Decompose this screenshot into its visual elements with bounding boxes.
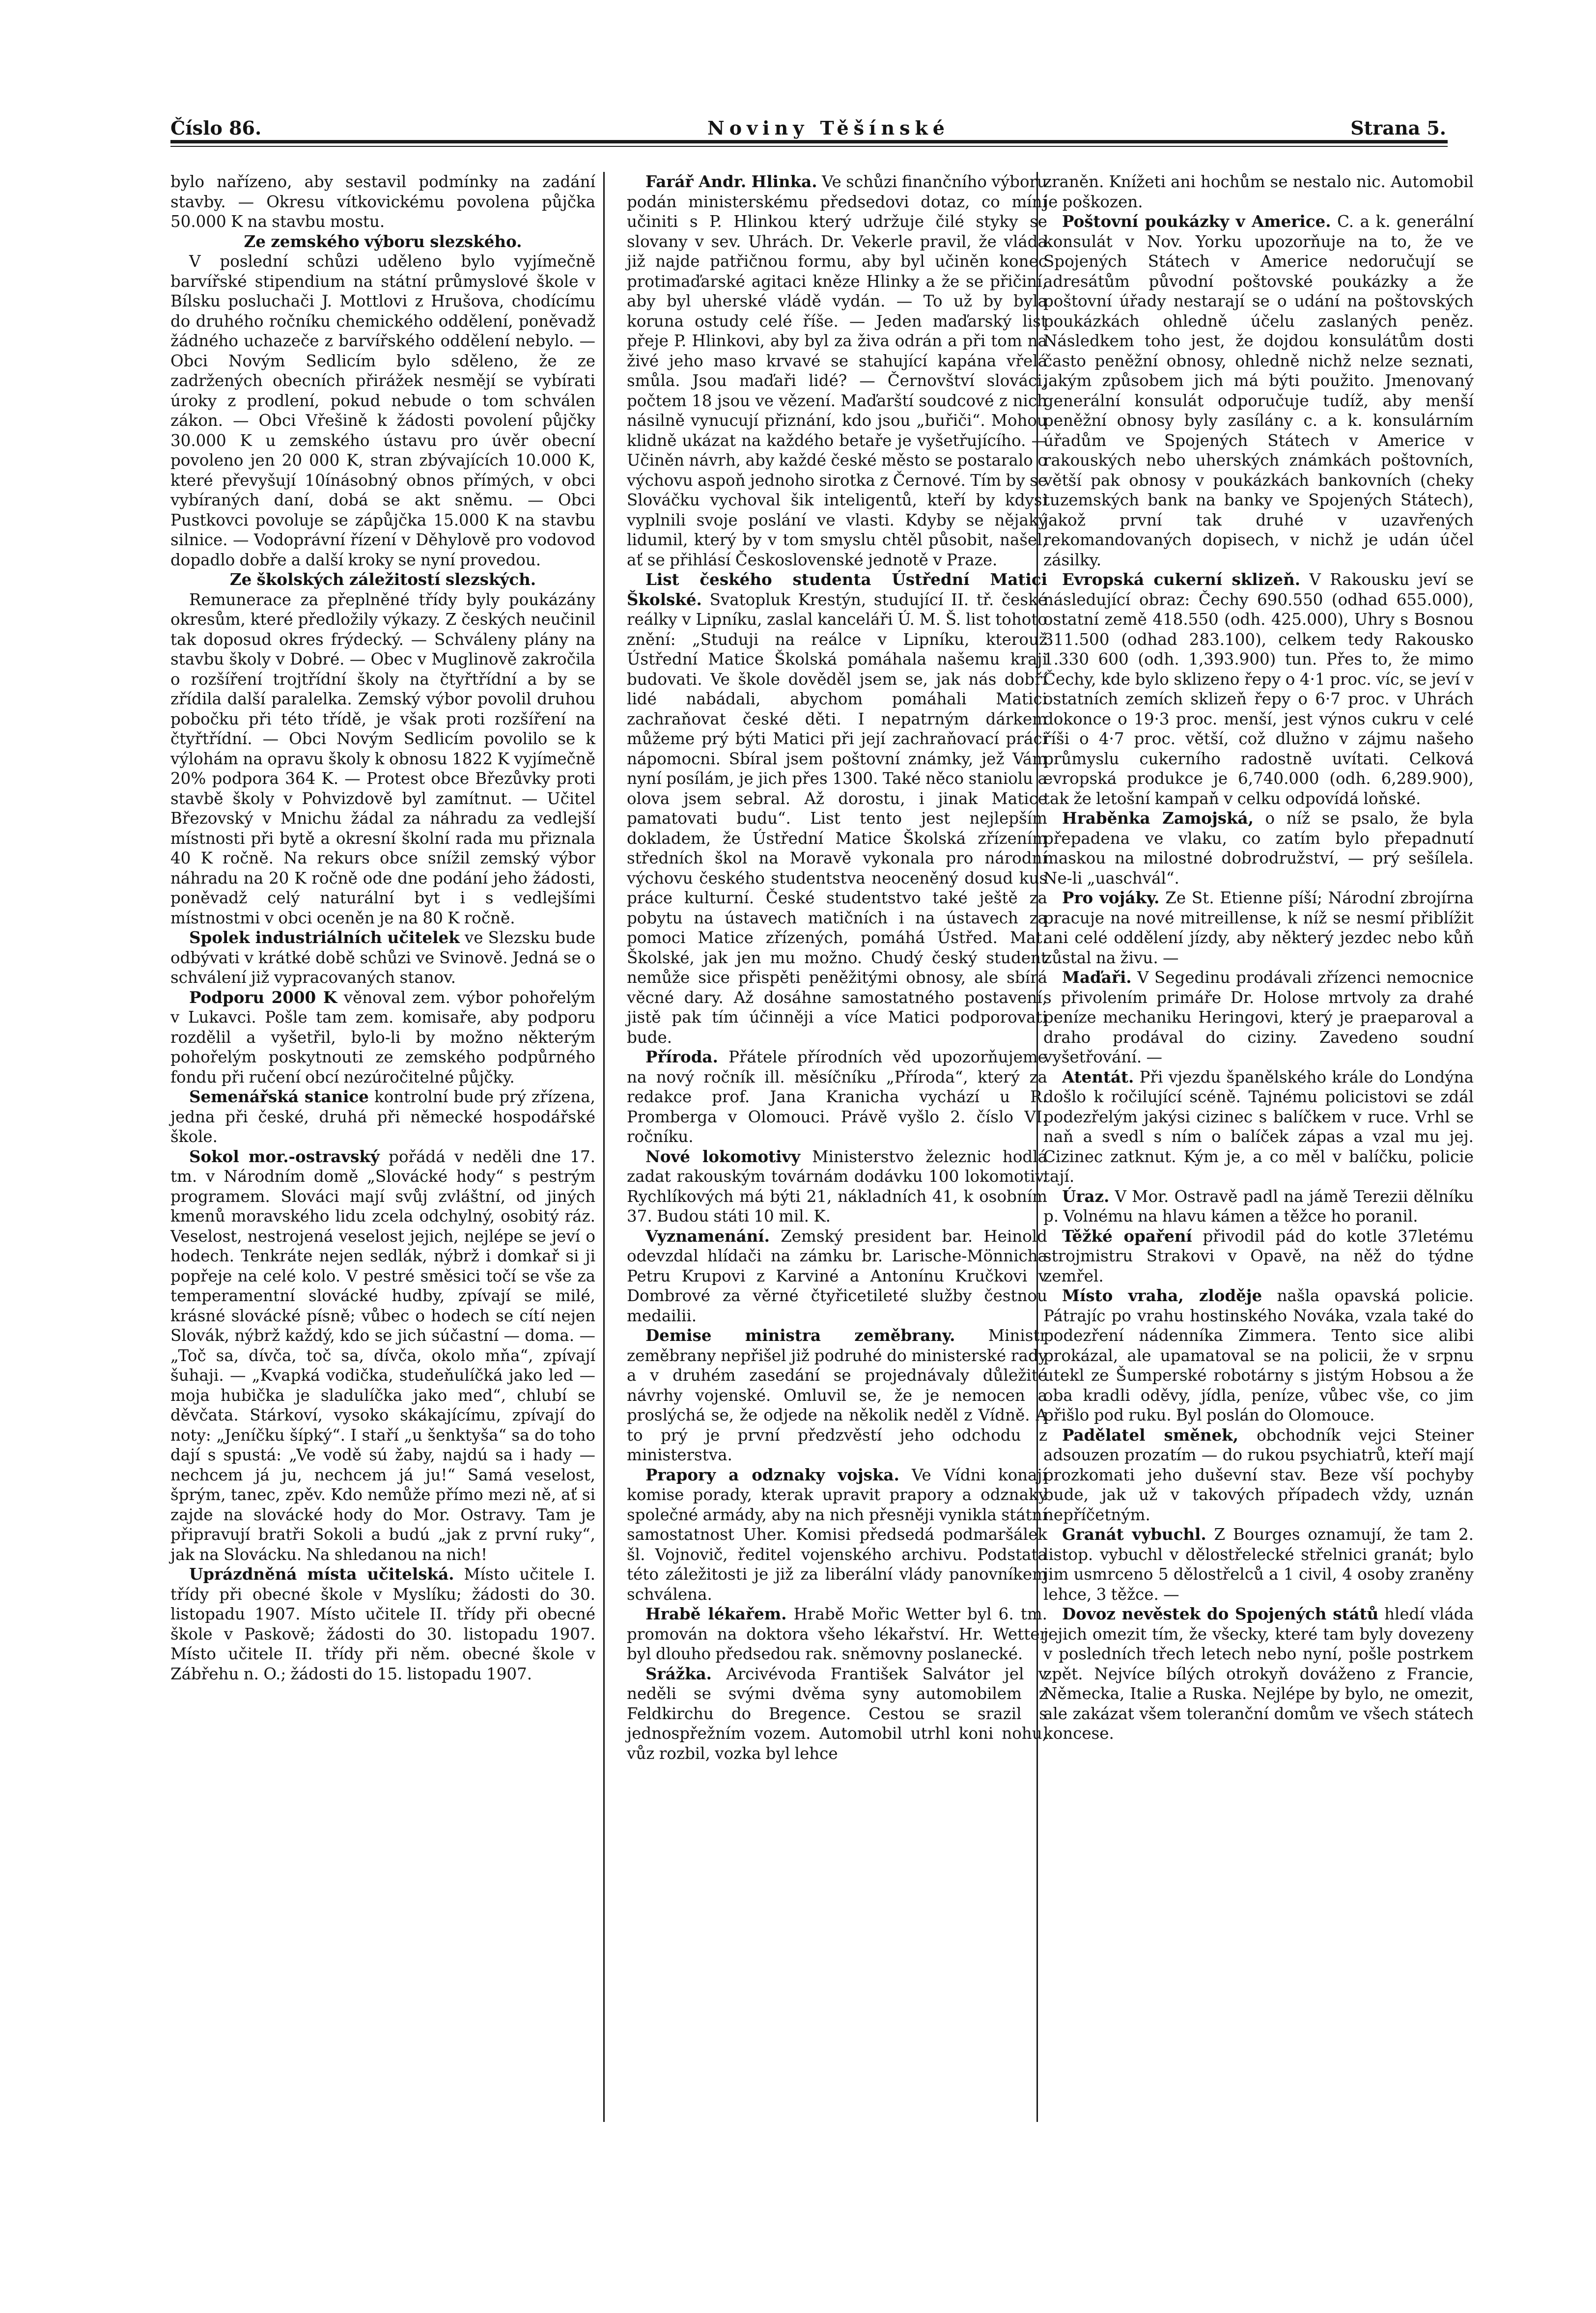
article-heading: Atentát.	[1062, 1067, 1134, 1087]
header-rule-thick	[170, 140, 1448, 143]
article-paragraph	[627, 172, 1047, 570]
article-heading: Maďaři.	[1062, 968, 1132, 987]
article-paragraph	[1043, 1525, 1474, 1604]
article-heading: Padělatel směnek,	[1062, 1425, 1239, 1445]
article-body: obchodník vejci Steiner adsouzen prozatím — do rukou psychiatrů, kteří mají prozkomati jeho duševní stav. Beze vší pochyby bude, jak už v takových případech vždy, uznán nepříčetným.	[1043, 1425, 1474, 1524]
article-heading: Granát vybuchl.	[1062, 1525, 1206, 1544]
article-heading: Nové lokomotivy	[645, 1146, 801, 1166]
article-paragraph	[627, 1664, 1047, 1764]
header-rule-thin	[170, 146, 1448, 147]
article-body: C. a k. generální konsulát v Nov. Yorku upozorňuje na to, že ve Spojených Státech v Americe nedoručují se adresátům původní poštovské poukázky a že poštovní úřady nestarají se o udání na poštovských poukázkách ohledně účelu zaslaných peněz. Následkem toho jest, že dojdou konsulátům dosti často peněžní obnosy, ohledně nichž nelze seznati, jakým způsobem jich má býti použito. Jmenovaný generální konsulát odporučuje tudíž, aby menší peněžní obnosy byly zasílány c. a k. konsulárním úřadům ve Spojených Státech v Americe v rakouských nebo uherských známkách poštovních, větší pak obnosy v poukázkách bankovních (cheky tuzemských bank na banky ve Spojených Státech), jakož první tak druhé v uzavřených rekomandovaných dopisech, v nichž je udán účel zásilky.	[1043, 212, 1474, 569]
article-body: Místo učitele I. třídy při obecné škole v Myslíku; žádosti do 30. listopadu 1907. Místo učitele II. třídy při obecné škole v Paskově; žádosti do 30. listopadu 1907. Místo učitele II. třídy při něm. obecné škole v Zábřehu n. O.; žádosti do 15. listopadu 1907.	[170, 1565, 595, 1683]
article-body: Při vjezdu španělského krále do Londýna došlo k ročilující scéně. Tajnému policistovi se zdál podezřelým jakýsi cizinec s balíčkem v ruce. Vrhl se naň a svedl s ním o balíček zápas a vzal mu jej. Cizinec zatknut. Kým je, a co měl v balíčku, policie tají.	[1043, 1067, 1474, 1186]
article-paragraph	[1043, 1604, 1474, 1744]
article-paragraph	[1043, 1187, 1474, 1226]
article-body: V Segedinu prodávali zřízenci nemocnice s přivolením primáře Dr. Holose mrtvoly za drahé peníze mechaniku Heringovi, který je praeparoval a draho prodával do ciziny. Zavedeno soudní vyšetřování. —	[1043, 968, 1474, 1066]
article-paragraph	[627, 1465, 1047, 1605]
article-heading: Příroda.	[645, 1047, 718, 1066]
article-paragraph	[627, 1226, 1047, 1326]
article-heading: Poštovní poukázky v Americe.	[1062, 212, 1331, 231]
article-paragraph	[1043, 808, 1474, 888]
column-2	[627, 172, 1047, 1763]
column-1	[170, 172, 595, 1684]
article-heading: Podporu 2000 K	[189, 987, 337, 1007]
article-body: přivodil pád do kotle 37letému strojmistru Strakovi v Opavě, na něž do týdne zemřel.	[1043, 1226, 1474, 1285]
article-paragraph	[170, 988, 595, 1087]
article-paragraph	[170, 928, 595, 988]
article-paragraph	[627, 1147, 1047, 1226]
article-heading: Místo vraha, zloděje	[1062, 1286, 1262, 1305]
article-heading: Pro vojáky.	[1062, 888, 1160, 907]
article-body: pořádá v neděli dne 17. tm. v Národním domě „Slovácké hody“ s pestrým programem. Slováci mají svůj zvláštní, od jiných kmenů moravského lidu zcela odchylný, osobitý ráz. Veselost, nestrojená veselost jejich, nejlépe se jeví o hodech. Tenkráte nejen sedlák, nýbrž i domkař si ji popřeje na celé kolo. V pestré směsici točí se vše za temperamentní slovácké hudby, zpívají se milé, krásné slovácké písně; vůbec o hodech se cítí nejen Slovák, nýbrž každý, kdo se jich súčastní — doma. — „Toč sa, dívča, toč sa, dívča, okolo mňa“, zpívají šuhaji. — „Kvapká vodička, studeňulíčká jako led — moja hubička je sladulíčka jako med“, chlubí se děvčata. Stárkoví, vysoko skákajícímu, zpívají do noty: „Jeníčku šípký“. I staří „u šenktyša“ sa do toho dají s spustá: „Ve vodě sú žaby, najdú sa i hady — nechcem já ju, nechcem já ju!“ Samá veselost, šprým, tanec, zpěv. Kdo nemůže přímo mezi ně, ať si zajde na slovácké hody do Mor. Ostravy. Tam je připravují bratři Sokoli a budú „jak z první ruky“, jak na Slovácku. Na shledanou na nich!	[170, 1147, 595, 1564]
page-number: Strana 5.	[1350, 117, 1446, 139]
article-body: Ze St. Etienne píší; Národní zbrojírna pracuje na nové mitreillense, k níž se nesmí přiblížit ani celé oddělení jízdy, aby některý jezdec nebo kůň zůstal na živu. —	[1043, 889, 1474, 967]
article-body: ve Slezsku bude odbývati v krátké době schůzi ve Svinově. Jedná se o schválení již vypracovaných stanov.	[170, 928, 595, 987]
article-heading: Dovoz nevěstek do Spojených států	[1062, 1604, 1379, 1623]
article-heading: Farář Andr. Hlinka.	[645, 172, 817, 191]
article-paragraph	[170, 1147, 595, 1565]
article-body: V Mor. Ostravě padl na jámě Terezii dělníku p. Volnému na hlavu kámen a těžce ho poranil.	[1043, 1187, 1474, 1226]
article-body: Ve schůzi finančního výboru podán ministerskému předsedovi dotaz, co míní učiniti s P. Hlinkou který udržuje čilé styky se slovany v sev. Uhrách. Dr. Vekerle pravil, že vláda již najde patřičnou formu, aby byl učiněn konec protimaďarské agitaci kněze Hlinky a že se přičiní, aby byl uherské vládě vydán. — To už by byla koruna ostudy celé říše. — Jeden maďarský list přeje P. Hlinkovi, aby byl za živa odrán a při tom na živé jeho maso krvavé se stahující kapána vřelá smůla. Jsou maďaři lidé? — Černovštví slováci, počtem 18 jsou ve vězení. Maďarští soudcové z nich násilně vynucují přiznání, kdo jsou „buřiči“. Mohou klidně ukázat na každého betaře je vyšetřujícího. — Učiněn návrh, aby každé české město se postaralo o výchovu aspoň jednoho sirotka z Černové. Tím by se Slováčku vychoval šik inteligentů, kteří by kdysi vyplnili svoje poslání ve vlasti. Kdyby se nějaký lidumil, který by v tom smyslu chtěl působit, našel, ať se přihlásí Československé jednotě v Praze.	[627, 172, 1047, 569]
article-heading: List českého studenta Ústřední Matici Školské.	[627, 570, 1047, 609]
article-heading: Semenářská stanice	[189, 1087, 369, 1106]
article-body: Ve Vídni konají komise porady, kterak upravit prapory a odznaky společné armády, aby na nich přesněji vynikla státní samostatnost Uher. Komisi předsedá podmaršálek šl. Vojnovič, ředitel vojenského archivu. Podstata této záležitosti je již za liberální vlády panovníkem schválena.	[627, 1465, 1047, 1604]
article-heading: Evropská cukerní sklizeň.	[1062, 570, 1301, 589]
column-divider-1	[603, 172, 605, 2122]
article-heading: Těžké opaření	[1062, 1226, 1192, 1246]
article-paragraph	[627, 570, 1047, 1047]
article-heading: Vyznamenání.	[645, 1226, 770, 1246]
article-paragraph	[1043, 1425, 1474, 1525]
article-body: V poslední schůzi uděleno bylo vyjímečně barvířské stipendium na státní průmyslové škole v Bílsku posluchači J. Mottlovi z Hrušova, chodícímu do druhého ročníku chemického oddělení, poněvadž žádného uchazeče z barvířského oddělení nebylo. — Obci Novým Sedlicím bylo sděleno, že ze zadržených obecních přirážek nesmějí se vybírati úroky z prodlení, pokud nebude o tom schválen zákon. — Obci Vřešině k žádosti povolení půjčky 30.000 K u zemského ústavu pro úvěr obecní povoleno jen 20 000 K, stran zbývajících 10.000 K, které převyšují 10ínásobný obnos přímých, v obci vybíraných daní, dobá se akt sněmu. — Obci Pustkovci povoluje se zápůjčka 15.000 K na stavbu silnice. — Vodoprávní řízení v Děhylově pro vodovod dopadlo dobře a další kroky se nyní provedou.	[170, 252, 595, 569]
article-body: V Rakousku jeví se následující obraz: Čechy 690.550 (odhad 655.000), ostatní země 418.550 (odh. 425.000), Uhry s Bosnou 311.500 (odhad 283.100), celkem tedy Rakousko 1.330 600 (odh. 1,393.900) tun. Přes to, že mimo Čechy, kde bylo sklizeno řepy o 4·1 proc. víc, se jeví v ostatních zemích sklizeň řepy o 6·7 proc. v Uhrách dokonce o 19·3 proc. menší, jest výnos cukru v celé říši o 4·7 proc. větší, což dlužno v zájmu našeho průmyslu cukerního radostně uvítati. Celková evropská produkce je 6,740.000 (odh. 6,289.900), tak že letošní kampaň v celku odpovídá loňské.	[1043, 570, 1474, 808]
article-paragraph	[1043, 1286, 1474, 1425]
article-body: našla opavská policie. Pátrajíc po vrahu hostinského Nováka, vzala také do podezření nádenníka Zimmera. Tento sice alibi prokázal, ale upamatoval se na policii, že v srpnu utekl ze Šumperské robotárny s jistým Hobsou a že oba kradli oděvy, jídla, peníze, vůbec vše, co jim přišlo pod ruku. Byl poslán do Olomouce.	[1043, 1286, 1474, 1424]
article-body: Zemský president bar. Heinold odevzdal hlídači na zámku br. Larische-Mönnicha Petru Krupovi z Karviné a Antonínu Kručkovi v Dombrové za věrné čtyřicetileté služby čestnou medailii.	[627, 1226, 1047, 1325]
article-body: Arcivévoda František Salvátor jel v neděli se svými dvěma syny automobilem z Feldkirchu do Bregence. Cestou se srazil s jednospřežním vozem. Automobil utrhl koni nohu, vůz rozbil, vozka byl lehce	[627, 1664, 1047, 1763]
article-body: Přátele přírodních věd upozorňujeme na nový ročník ill. měsíčníku „Příroda“, který za redakce prof. Jana Kranicha vychází u R. Promberga v Olomouci. Právě vyšlo 2. číslo VI. ročníku.	[627, 1048, 1047, 1146]
article-heading: Srážka.	[645, 1664, 712, 1683]
article-paragraph	[170, 1564, 595, 1684]
article-heading: Úraz.	[1062, 1186, 1110, 1206]
article-heading: Demise ministra zeměbrany.	[645, 1326, 955, 1345]
article-heading: Hrabě lékařem.	[645, 1604, 787, 1623]
newspaper-title: Noviny Těšínské	[707, 117, 950, 139]
article-body: hledí vláda jejich omezit tím, že všecky, které tam byly dovezeny v posledních třech letech nebo nyní, pošle postrkem zpět. Nejvíce bílých otrokyň dováženo z Francie, Německa, Italie a Ruska. Nejlépe by bylo, ne omezit, ale zakázat všem toleranční domům ve všech státech koncese.	[1043, 1605, 1474, 1743]
article-paragraph	[1043, 888, 1474, 968]
article-paragraph	[627, 1604, 1047, 1664]
article-paragraph	[627, 1047, 1047, 1147]
issue-number: Číslo 86.	[170, 117, 262, 139]
article-body: Hrabě Mořic Wetter byl 6. tm. promován na doktora všeho lékařství. Hr. Wetter byl dlouho předsedou rak. sněmovny poslanecké.	[627, 1605, 1047, 1663]
article-paragraph	[170, 1087, 595, 1147]
article-paragraph	[1043, 968, 1474, 1067]
article-body: o níž se psalo, že byla přepadena ve vlaku, co zatím bylo přepadnutí maskou na milostné dobrodružství, — prý sešílela. Ne-li „uaschvál“.	[1043, 809, 1474, 888]
article-body: Svatopluk Krestýn, studující II. tř. české reálky v Lipníku, zaslal kanceláři Ú. M. Š. list tohoto znění: „Studuji na reálce v Lipníku, kterouž Ústřední Matice Školská pomáhala našemu kraji budovati. Ve škole dověděl jsem se, jak nás dobří lidé nabádali, abychom pomáhali Matici zachraňovat české děti. I nepatrným dárkem můžeme prý býti Matici při její zachraňovací práci nápomocni. Sbíral jsem poštovní známky, jež Vám nyní posílám, je jich přes 1300. Také něco staniolu a olova jsem sebral. Až dorostu, i jinak Matice pamatovati budu“. List tento jest nejlepším dokladem, že Ústřední Matice Školská zřízením středních škol na Moravě vykonala pro národní výchovu českého studentstva neoceněný dosud kus práce kulturní. České studentstvo také ještě za pobytu na ústavech matičních i na ústavech za pomoci Matice zřízených, pomáhá Ústřed. Mat. Školské, jak jen mu možno. Chudý český student nemůže sice přispěti peněžitými obnosy, ale sbírá věcné dary. Až dosáhne samostatného postavení, jistě pak tím účinněji a více Matici podporovati bude.	[627, 590, 1047, 1047]
article-paragraph	[1043, 570, 1474, 808]
column-3	[1043, 172, 1474, 1744]
article-heading: Prapory a odznaky vojska.	[645, 1465, 899, 1484]
article-heading: Ze zemského výboru slezského.	[244, 231, 522, 251]
article-paragraph	[1043, 212, 1474, 570]
article-body: věnoval zem. výbor pohořelým v Lukavci. Pošle tam zem. komisaře, aby podporu rozdělil a vyšetřil, bylo-li by možno některým pohořelým poskytnouti ze zemského podpůrného fondu při ručení obcí nezúročitelné půjčky.	[170, 988, 595, 1087]
article-body: Ministerstvo železnic hodlá zadat rakouským továrnám dodávku 100 lokomotiv. Rychlíkových má býti 21, nákladních 41, k osobním 37. Budou státi 10 mil. K.	[627, 1147, 1047, 1226]
article-continuation: bylo nařízeno, aby sestavil podmínky na zadání stavby. — Okresu vítkovickému povolena půjčka 50.000 K na stavbu mostu.	[170, 172, 595, 231]
article-body: Remunerace za přeplněné třídy byly poukázány okresům, které předložily výkazy. Z českých neučinil tak doposud okres frýdecký. — Schváleny plány na stavbu školy v Dobré. — Obec v Muglinově zakročila o rozšíření trojtřídní školy na čtyřtřídní a by se zřídila další paralelka. Zemský výbor povolil druhou pobočku při této třídě, je však proti rozšíření na čtyřtřídní. — Obci Novým Sedlicím povolilo se k výlohám na opravu školy k obnosu 1822 K vyjímečně 20% podpora 364 K. — Protest obce Březůvky proti stavbě školy v Pohvizdově byl zamítnut. — Učitel Březovský v Mnichu žádal za náhradu za vedlejší místnosti při bytě a okresní školní rada mu přiznala 40 K ročně. Na rekurs obce snížil zemský výbor náhradu na 20 K ročně ode dne podání jeho žádosti, poněvadž celý naturální byt i s vedlejšími místnostmi v obci oceněn je na 80 K ročně.	[170, 590, 595, 927]
article-body: kontrolní bude prý zřízena, jedna při české, druhá při německé hospodářské škole.	[170, 1087, 595, 1146]
article-heading: Hraběnka Zamojská,	[1062, 808, 1254, 828]
article-heading: Spolek industriálních učitelek	[189, 928, 460, 947]
article-continuation: zraněn. Knížeti ani hochům se nestalo nic. Automobil je poškozen.	[1043, 172, 1474, 211]
article-paragraph	[1043, 1067, 1474, 1187]
article-body: Ministr zeměbrany nepřišel již podruhé do ministerské rady a v druhém zasedání se projednávaly důležité návrhy vojenské. Omluvil se, že je nemocen a proslýchá se, že odjede na několik neděl z Vídně. A to prý je první předzvěstí jeho odchodu z ministerstva.	[627, 1326, 1047, 1464]
article-heading: Uprázdněná místa učitelská.	[189, 1564, 454, 1584]
article-paragraph	[627, 1326, 1047, 1465]
article-heading: Ze školských záležitostí slezských.	[229, 570, 536, 589]
article-paragraph	[1043, 1226, 1474, 1286]
article-heading: Sokol mor.-ostravský	[189, 1146, 380, 1166]
article-body: Z Bourges oznamují, že tam 2. listop. vybuchl v dělostřelecké střelnici granát; bylo jim usmrceno 5 dělostřelců a 1 civil, 4 osoby zraněny lehce, 3 těžce. —	[1043, 1525, 1474, 1604]
